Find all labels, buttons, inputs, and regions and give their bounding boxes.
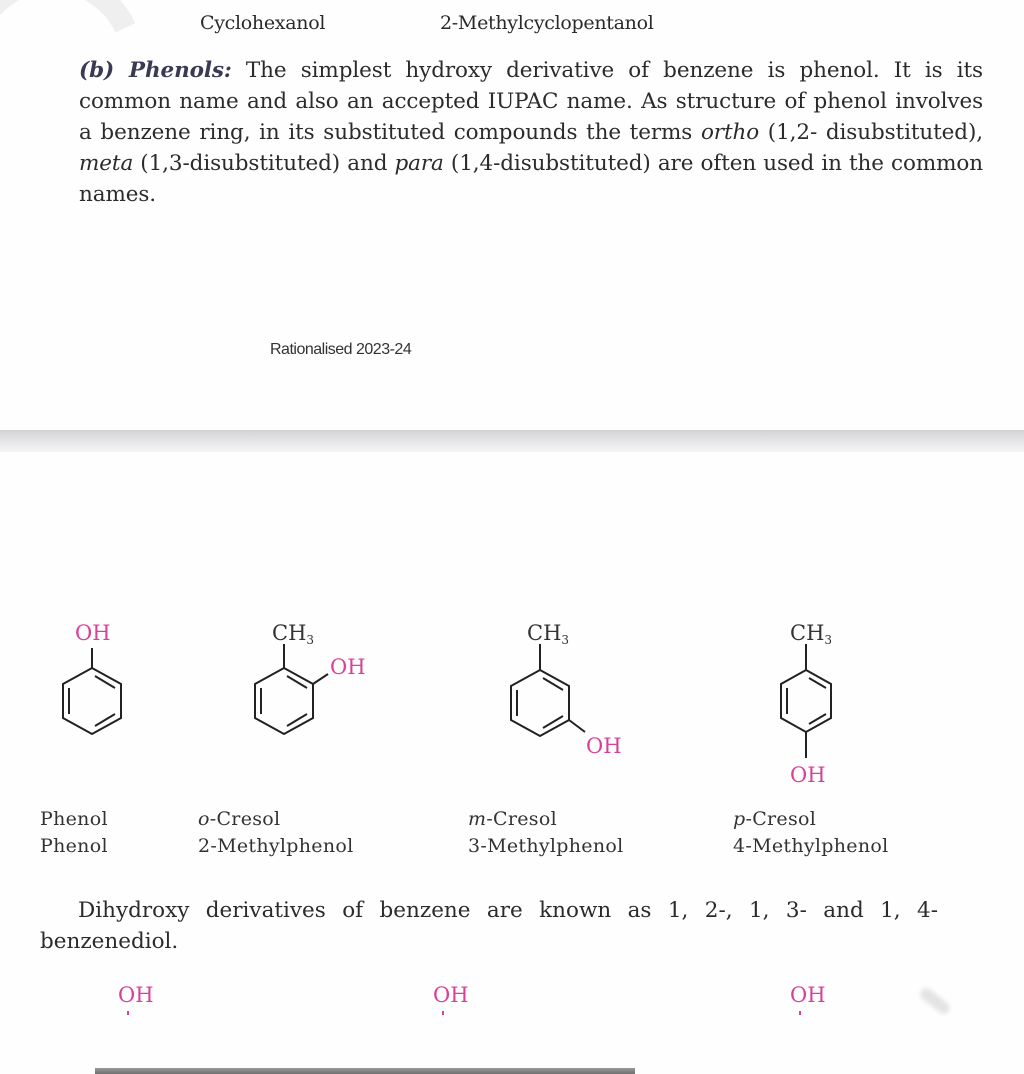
- p-cresol-structure: [760, 612, 880, 796]
- previous-structure-names: [0, 12, 1024, 42]
- scan-smudge: [918, 986, 952, 1016]
- phenols-paragraph: [79, 55, 983, 210]
- cyclohexanol-label: Cyclohexanol: [200, 12, 326, 34]
- oh-label: OH: [586, 734, 622, 758]
- ch3-label: CH3: [272, 621, 315, 647]
- o-cresol-structure: [236, 612, 386, 756]
- paragraph-text: The simplest hydroxy derivative of benzene is phenol. It is its common name and also an accepted IUPAC name. As structure of phenol involves a benzene ring, in its substituted compounds the terms: [79, 58, 983, 145]
- page-divider: [0, 430, 1024, 452]
- dihydroxy-paragraph: Dihydroxy derivatives of benzene are known as 1, 2-, 1, 3- and 1, 4-benzenediol.: [40, 898, 938, 954]
- iupac-name: Phenol: [40, 835, 108, 857]
- meta-term: meta: [79, 151, 134, 176]
- oh-label: OH: [75, 621, 111, 645]
- benzene-ring-icon: [236, 612, 386, 752]
- paragraph-text: (1,3-disubstituted) and: [133, 151, 395, 176]
- phenol-names: [40, 806, 108, 860]
- paragraph-text: (1,4-disubstituted) are often used in the common names.: [79, 151, 984, 207]
- ch3-label: CH3: [527, 621, 570, 647]
- iupac-name: 4-Methylphenol: [733, 835, 889, 857]
- iupac-name: 3-Methylphenol: [468, 835, 624, 857]
- oh-label: OH: [790, 763, 826, 787]
- oh-label-benzenediol-1: OH: [118, 983, 154, 1007]
- p-cresol-names: [733, 806, 889, 860]
- section-heading: (b) Phenols:: [79, 58, 232, 83]
- phenol-structure: [40, 612, 160, 756]
- common-name: m-Cresol: [468, 808, 557, 830]
- oh-label: OH: [330, 655, 366, 679]
- oh-label-benzenediol-2: OH: [433, 983, 469, 1007]
- oh-label-benzenediol-3: OH: [790, 983, 826, 1007]
- para-term: para: [394, 151, 444, 176]
- benzene-ring-icon: [760, 612, 880, 792]
- common-name: Phenol: [40, 808, 108, 830]
- rationalised-stamp: Rationalised 2023-24: [270, 341, 412, 358]
- benzene-ring-icon: [40, 612, 160, 752]
- o-cresol-names: [198, 806, 354, 860]
- bottom-edge-bar: [95, 1068, 635, 1074]
- benzene-ring-icon: [490, 612, 650, 772]
- common-name: o-Cresol: [198, 808, 281, 830]
- m-cresol-structure: [490, 612, 650, 776]
- m-cresol-names: [468, 806, 624, 860]
- common-name: p-Cresol: [733, 808, 817, 830]
- ch3-label: CH3: [790, 621, 833, 647]
- methylcyclopentanol-label: 2-Methylcyclopentanol: [440, 12, 654, 34]
- ortho-term: ortho: [700, 120, 760, 145]
- paragraph-text: (1,2- disubstituted),: [759, 120, 983, 145]
- iupac-name: 2-Methylphenol: [198, 835, 354, 857]
